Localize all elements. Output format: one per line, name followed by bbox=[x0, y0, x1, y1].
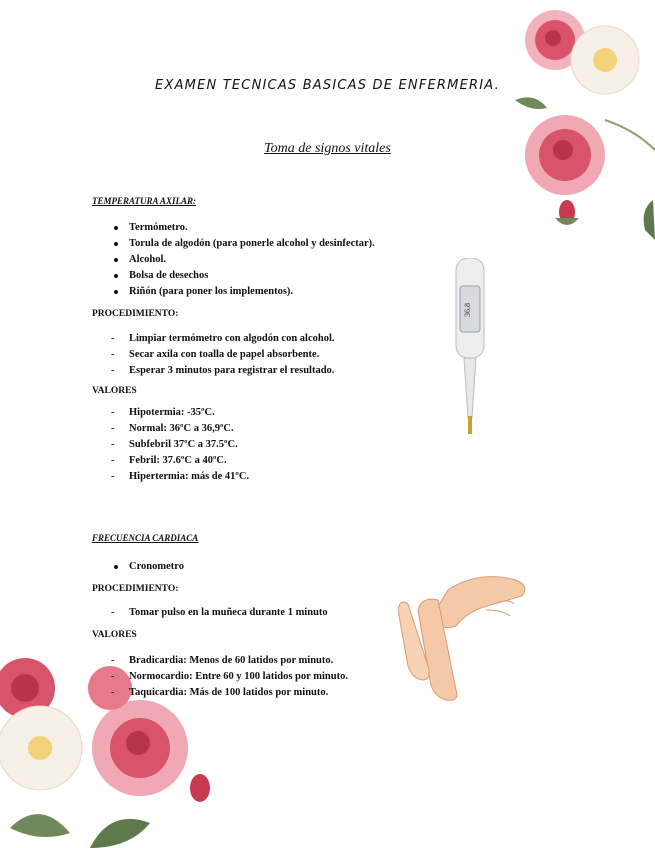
list-item: - Secar axila con toalla de papel absorbente. bbox=[92, 347, 452, 363]
procedure-label: PROCEDIMIENTO: bbox=[92, 584, 179, 594]
materials-list bbox=[92, 220, 452, 300]
list-item: - Febril: 37.6ºC a 40ºC. bbox=[92, 453, 452, 469]
section-heading: TEMPERATURA AXILAR: bbox=[92, 196, 196, 206]
leaf-icon bbox=[90, 819, 150, 848]
list-item: Torula de algodón (para ponerle alcohol y desinfectar). bbox=[92, 236, 452, 252]
leaf-icon bbox=[644, 200, 655, 240]
values-label: VALORES bbox=[92, 386, 137, 396]
thermometer-icon bbox=[452, 258, 488, 438]
list-item: - Tomar pulso en la muñeca durante 1 minuto bbox=[92, 605, 452, 621]
wrist-pulse-icon bbox=[398, 570, 530, 702]
leaf-icon bbox=[515, 97, 547, 109]
list-item: Riñón (para poner los implementos). bbox=[92, 284, 452, 300]
rose-icon bbox=[92, 700, 188, 796]
list-item: Bolsa de desechos bbox=[92, 268, 452, 284]
flowers-top-decoration bbox=[495, 0, 655, 250]
list-item: - Hipotermia: -35ºC. bbox=[92, 405, 452, 421]
list-item: - Normocardio: Entre 60 y 100 latidos por minuto. bbox=[92, 669, 452, 685]
temperature-section bbox=[92, 194, 452, 485]
values-list bbox=[92, 405, 452, 485]
list-item: - Bradicardia: Menos de 60 latidos por minuto. bbox=[92, 653, 452, 669]
list-item: - Limpiar termómetro con algodón con alcohol. bbox=[92, 331, 452, 347]
list-item: - Taquicardia: Más de 100 latidos por minuto. bbox=[92, 685, 452, 701]
leaf-icon bbox=[10, 814, 70, 837]
list-item: Termómetro. bbox=[92, 220, 452, 236]
document-subtitle: Toma de signos vitales bbox=[264, 141, 391, 156]
list-item: - Esperar 3 minutos para registrar el resultado. bbox=[92, 363, 452, 379]
list-item: - Subfebril 37ºC a 37.5ºC. bbox=[92, 437, 452, 453]
list-item: - Hipertermia: más de 41ºC. bbox=[92, 469, 452, 485]
section-heading: FRECUENCIA CARDIACA bbox=[92, 533, 199, 543]
white-rose-icon bbox=[0, 706, 82, 790]
thermometer-display: 36.8 bbox=[463, 303, 472, 317]
values-label: VALORES bbox=[92, 630, 137, 640]
bud-icon bbox=[190, 774, 210, 802]
bud-icon bbox=[555, 200, 579, 225]
list-item: Alcohol. bbox=[92, 252, 452, 268]
procedure-list bbox=[92, 331, 452, 379]
list-item: - Normal: 36ºC a 36,9ºC. bbox=[92, 421, 452, 437]
document-title: EXAMEN TECNICAS BASICAS DE ENFERMERIA. bbox=[155, 78, 500, 93]
list-item: Cronometro bbox=[92, 559, 452, 575]
procedure-label: PROCEDIMIENTO: bbox=[92, 309, 179, 319]
